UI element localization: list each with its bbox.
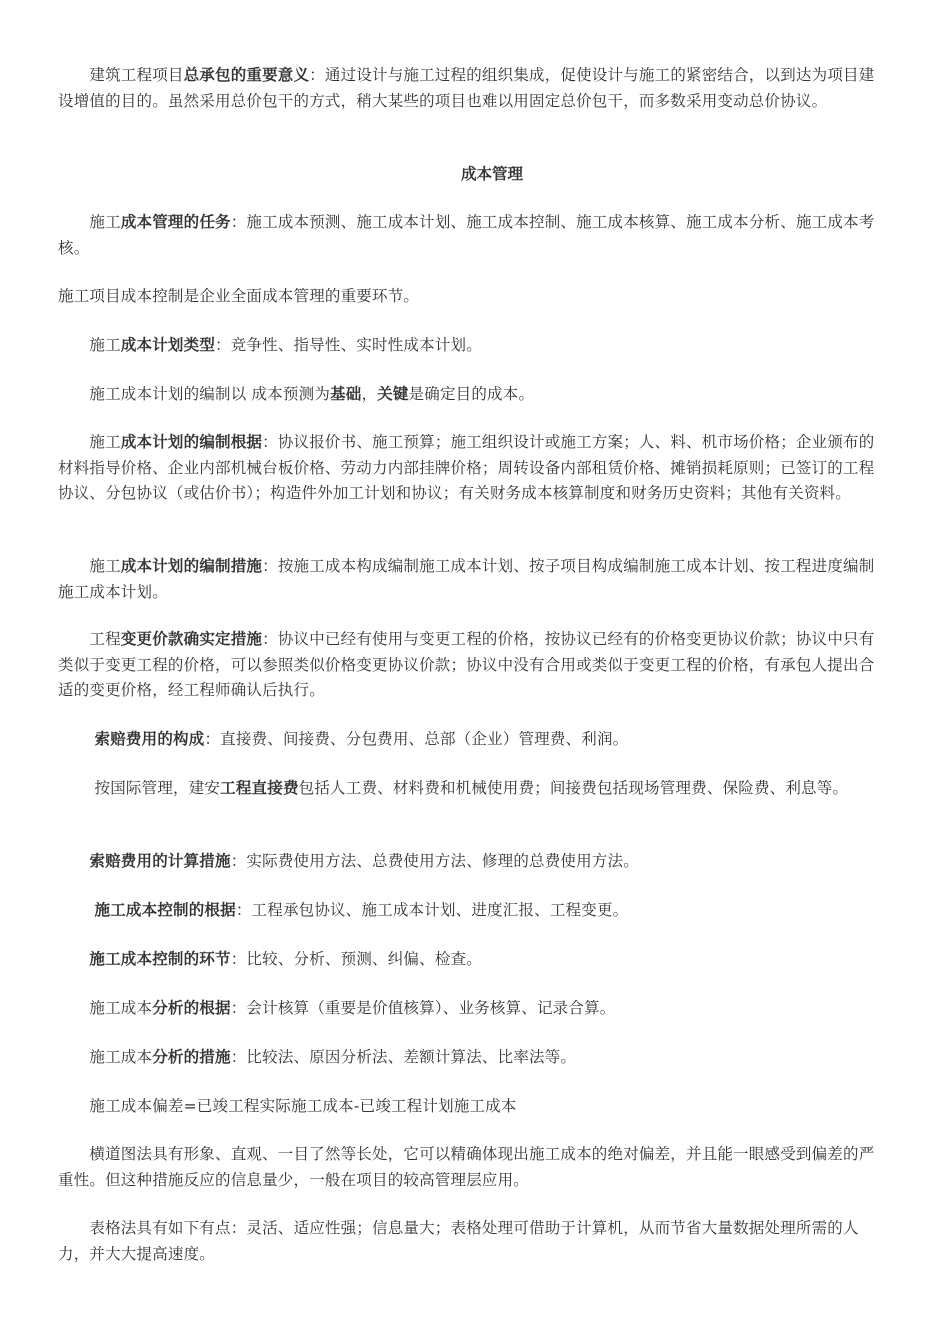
text-run: 横道图法具有形象、直观、一目了然等长处，它可以精确体现出施工成本的绝对偏差，并且能一眼感受到偏差的严重性。但这种措施反应的信息量少，一般在项目的较高管理层应用。	[58, 1145, 875, 1189]
paragraph-cost-management-tasks	[58, 210, 883, 261]
text-run: ：施工成本预测、施工成本计划、施工成本控制、施工成本核算、施工成本分析、施工成本考核。	[58, 213, 875, 257]
bold-term: 索赔费用的构成	[94, 730, 205, 748]
bold-term: 分析的措施	[152, 1048, 231, 1066]
paragraph-general-contracting	[58, 63, 883, 114]
text-run: ：通过设计与施工过程的组织集成，促使设计与施工的紧密结合，以到达为项目建设增值的目的。虽然采用总价包干的方式，稍大某些的项目也难以用固定总价包干，而多数采用变动总价协议。	[58, 66, 875, 110]
text-run: 施工	[58, 213, 121, 231]
text-run: ：竞争性、指导性、实时性成本计划。	[215, 336, 482, 354]
paragraph-cost-plan-grounds	[58, 430, 883, 507]
text-run: ：比较法、原因分析法、差额计算法、比率法等。	[230, 1048, 577, 1066]
paragraph-cost-plan-measures	[58, 554, 883, 605]
paragraph-claim-cost-calculation	[58, 849, 883, 875]
paragraph-claim-cost-composition	[58, 727, 883, 753]
text-run: 工程	[58, 630, 121, 648]
bold-term: 成本计划的编制措施	[120, 557, 263, 575]
text-run: ：比较、分析、预测、纠偏、检查。	[230, 950, 482, 968]
bold-term: 关键	[377, 385, 409, 403]
paragraph-bar-chart-method	[58, 1142, 883, 1193]
text-run: ：协议中已经有使用与变更工程的价格，按协议已经有的价格变更协议价款；协议中只有类似于变更工程的价格，可以参照类似价格变更协议价款；协议中没有合用或类似于变更工程的价格，有承包人提出合适的变更价格，经工程师确认后执行。	[58, 630, 875, 699]
text-run: 按国际管理，建安	[58, 779, 221, 797]
paragraph-table-method	[58, 1216, 883, 1267]
text-run: ：会计核算（重要是价值核算）、业务核算、记录合算。	[230, 999, 616, 1017]
text-run: ：协议报价书、施工预算；施工组织设计或施工方案；人、料、机市场价格；企业颁布的材料指导价格、企业内部机械台板价格、劳动力内部挂牌价格；周转设备内部租赁价格、摊销损耗原则；已签订的工程协议、分包协议（或估价书）；构造件外加工计划和协议；有关财务成本核算制度和财务历史资料；其他有关资料。	[58, 433, 875, 502]
paragraph-cost-control-grounds	[58, 898, 883, 924]
bold-term: 分析的根据	[152, 999, 231, 1017]
text-run: ：按施工成本构成编制施工成本计划、按子项目构成编制施工成本计划、按工程进度编制施工成本计划。	[58, 557, 875, 601]
paragraph-cost-plan-types	[58, 333, 883, 359]
paragraph-cost-plan-basis	[58, 382, 883, 408]
text-run: 表格法具有如下有点：灵活、适应性强；信息量大；表格处理可借助于计算机，从而节省大量数据处理所需的人力，并大大提高速度。	[58, 1219, 859, 1263]
bold-term: 总承包的重要意义	[183, 66, 310, 84]
text-run: 施工成本计划的编制以 成本预测为	[58, 385, 331, 403]
bold-term: 成本计划类型	[120, 336, 216, 354]
text-run	[58, 901, 95, 919]
paragraph-cost-analysis-grounds	[58, 996, 883, 1022]
text-run: ：实际费使用方法、总费使用方法、修理的总费使用方法。	[230, 852, 639, 870]
text-run: 施工	[58, 557, 121, 575]
paragraph-cost-deviation-formula	[58, 1094, 883, 1120]
text-run: 施工成本	[58, 1048, 153, 1066]
bold-term: 索赔费用的计算措施	[89, 852, 231, 870]
paragraph-direct-cost	[58, 776, 883, 802]
bold-term: 工程直接费	[220, 779, 299, 797]
text-run	[58, 950, 89, 968]
text-run	[58, 852, 89, 870]
text-run: 施工项目成本控制是企业全面成本管理的重要环节。	[58, 287, 420, 305]
text-run: 施工成本	[58, 999, 153, 1017]
text-run: ：工程承包协议、施工成本计划、进度汇报、工程变更。	[235, 901, 629, 919]
paragraph-cost-control-steps	[58, 947, 883, 973]
text-run: 施工	[58, 433, 121, 451]
bold-term: 成本管理的任务	[120, 213, 231, 231]
paragraph-cost-analysis-measures	[58, 1045, 883, 1071]
text-run: ，	[361, 385, 378, 403]
text-run: 包括人工费、材料费和机械使用费；间接费包括现场管理费、保险费、利息等。	[298, 779, 849, 797]
text-run: ：直接费、间接费、分包费用、总部（企业）管理费、利润。	[204, 730, 629, 748]
bold-term: 变更价款确实定措施	[120, 630, 263, 648]
section-heading-cost-management	[0, 162, 950, 187]
text-run: 建筑工程项目	[58, 66, 184, 84]
text-run	[58, 730, 95, 748]
bold-term: 成本计划的编制根据	[120, 433, 263, 451]
bold-term: 基础	[330, 385, 362, 403]
bold-term: 施工成本控制的环节	[89, 950, 231, 968]
text-run: 施工成本偏差=已竣工程实际施工成本-已竣工程计划施工成本	[58, 1097, 517, 1115]
bold-term: 成本管理	[460, 165, 523, 183]
paragraph-cost-control-link	[58, 284, 883, 310]
text-run: 施工	[58, 336, 121, 354]
bold-term: 施工成本控制的根据	[94, 901, 236, 919]
paragraph-change-price-measures	[58, 627, 883, 704]
text-run: 是确定目的成本。	[408, 385, 535, 403]
